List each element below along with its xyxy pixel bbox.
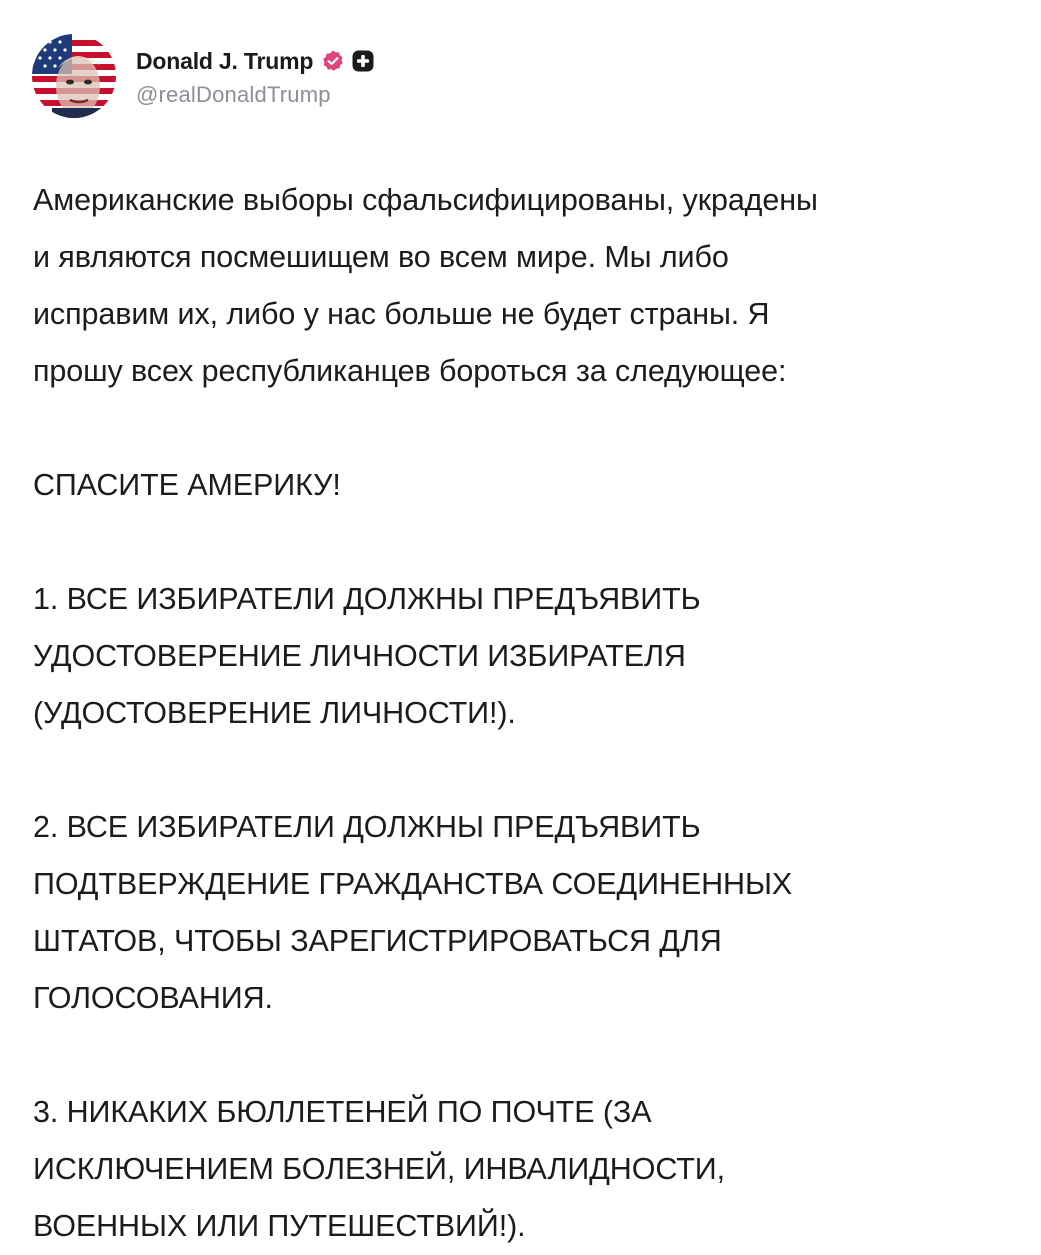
post-paragraph: 2. ВСЕ ИЗБИРАТЕЛИ ДОЛЖНЫ ПРЕДЪЯВИТЬ ПОДТВЕРЖДЕНИЕ ГРАЖДАНСТВА СОЕДИНЕННЫХ ШТАТОВ, ЧТОБЫ ЗАРЕГИСТРИРОВАТЬСЯ ДЛЯ ГОЛОСОВАНИЯ. xyxy=(33,810,793,1015)
post-paragraph: Американские выборы сфальсифицированы, украдены и являются посмешищем во всем мире. Мы либо исправим их, либо у нас больше не будет страны. Я прошу всех республиканцев бороться за следующее: xyxy=(33,183,818,388)
plus-badge-icon xyxy=(351,49,375,73)
avatar[interactable] xyxy=(32,34,116,118)
post-header xyxy=(32,34,375,118)
verified-badge-icon xyxy=(321,49,345,73)
display-name[interactable]: Donald J. Trump xyxy=(136,47,314,74)
post-paragraph: 3. НИКАКИХ БЮЛЛЕТЕНЕЙ ПО ПОЧТЕ (ЗА ИСКЛЮЧЕНИЕМ БОЛЕЗНЕЙ, ИНВАЛИДНОСТИ, ВОЕННЫХ ИЛИ ПУТЕШЕСТВИЙ!). xyxy=(33,1095,725,1243)
author-names xyxy=(136,44,375,108)
post-paragraph: 1. ВСЕ ИЗБИРАТЕЛИ ДОЛЖНЫ ПРЕДЪЯВИТЬ УДОСТОВЕРЕНИЕ ЛИЧНОСТИ ИЗБИРАТЕЛЯ (УДОСТОВЕРЕНИЕ ЛИЧНОСТИ!). xyxy=(33,582,701,730)
name-row xyxy=(136,44,375,78)
avatar-flag-portrait-icon xyxy=(32,34,116,118)
post-body xyxy=(33,172,1013,1255)
post-paragraph: СПАСИТЕ АМЕРИКУ! xyxy=(33,468,341,502)
handle[interactable]: @realDonaldTrump xyxy=(136,82,331,107)
